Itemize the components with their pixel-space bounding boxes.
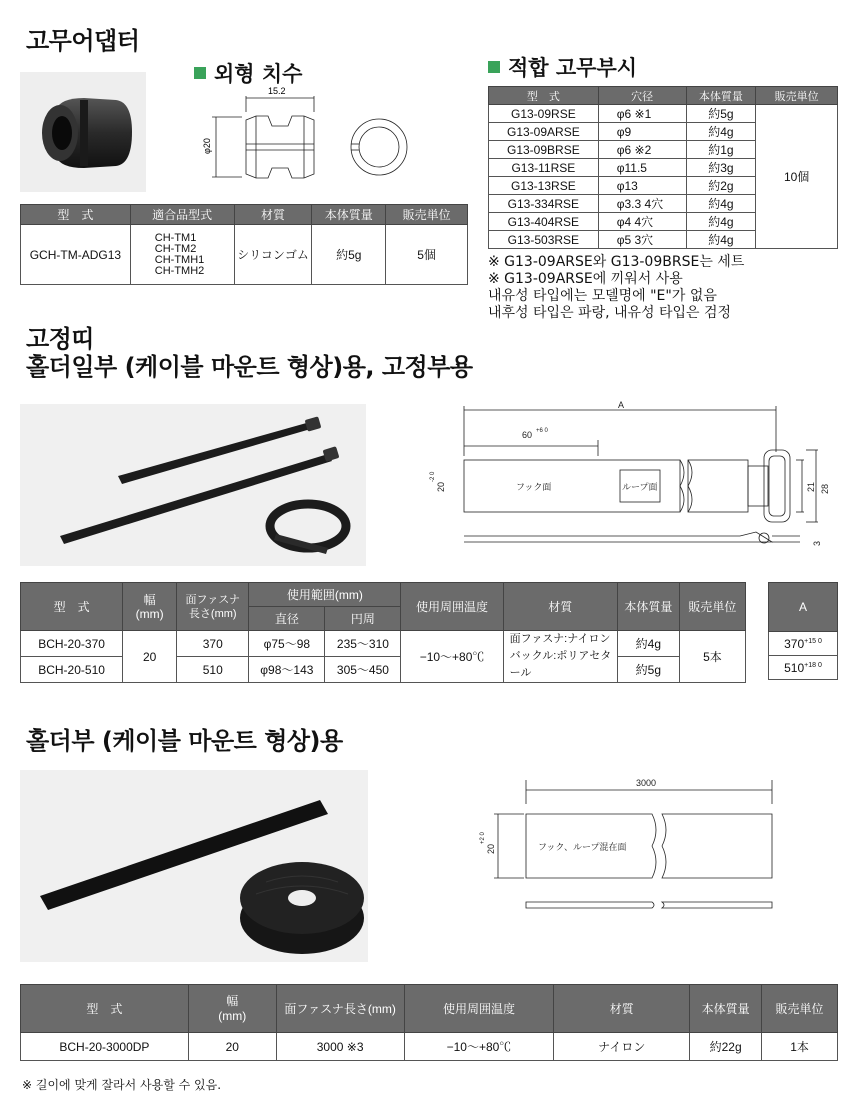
- th-temp: 使用周囲温度: [401, 583, 503, 631]
- th-width-unit: (mm): [218, 1008, 247, 1023]
- fit-hole: φ6 ※1: [598, 105, 686, 123]
- note-line: ※ G13-09ARSE에 끼워서 사용: [488, 271, 683, 287]
- th-range: 使用範囲(mm): [249, 583, 401, 607]
- material-line: バックル:ポリアセタール: [509, 650, 612, 679]
- dim-3000-label: 3000: [636, 778, 657, 788]
- note-line: 내유성 타입에는 모델명에 "E"가 없음: [488, 288, 717, 304]
- fit-hole: φ9: [598, 123, 686, 141]
- compat-item: CH-TMH2: [154, 264, 205, 277]
- cell-mass: 約5g: [312, 225, 386, 285]
- A-value: 510: [784, 660, 805, 675]
- bullet-square-icon: [488, 61, 500, 73]
- dim-3-label: 3: [812, 540, 822, 546]
- fit-mass: 約5g: [686, 105, 756, 123]
- hook-face-label: フック面: [516, 482, 552, 492]
- th-material: 材質: [503, 583, 617, 631]
- th-mass: 本体質量: [312, 205, 386, 225]
- dim-20-label: 20: [486, 843, 496, 854]
- th-model: 型 式: [489, 87, 599, 105]
- cell-temp: −10～+80℃: [404, 1033, 554, 1061]
- fit-hole: φ13: [598, 177, 686, 195]
- cell-diameter: φ75～98: [249, 631, 325, 657]
- compat-item: CH-TM2: [154, 242, 197, 255]
- fit-hole: φ4 4穴: [598, 213, 686, 231]
- th-circumference: 円周: [325, 607, 401, 631]
- band-title-1: 고정띠: [26, 325, 95, 353]
- cell-unit: 5個: [386, 225, 468, 285]
- band-dimension-drawing: [424, 396, 844, 560]
- fit-model: G13-404RSE: [489, 213, 599, 231]
- th-width-text: 幅: [143, 592, 156, 607]
- dim-60-label: 60: [522, 430, 533, 440]
- fit-mass: 約4g: [686, 123, 756, 141]
- mixed-face-label: フック、ループ混在面: [538, 842, 627, 852]
- compat-item: CH-TMH1: [154, 253, 205, 266]
- band-title-2: 홀더일부 (케이블 마운트 형상)용, 고정부용: [26, 352, 473, 381]
- holder-table: [20, 984, 838, 1061]
- cell-circumference: 235～310: [325, 631, 401, 657]
- th-material: 材質: [234, 205, 312, 225]
- th-fastener-text2: 長さ(mm): [188, 607, 237, 620]
- note-line: ※ G13-09ARSE와 G13-09BRSE는 세트: [488, 254, 745, 270]
- th-hole: 穴径: [598, 87, 686, 105]
- band-A-table: [768, 582, 838, 680]
- cell-unit: 1本: [762, 1033, 838, 1061]
- cell-material: ナイロン: [554, 1033, 690, 1061]
- bullet-square-icon: [194, 67, 206, 79]
- section-title-band: [26, 326, 473, 381]
- fit-model: G13-13RSE: [489, 177, 599, 195]
- cell-A: [769, 632, 838, 656]
- fit-unit: 10個: [756, 105, 838, 249]
- fit-hole: φ6 ※2: [598, 141, 686, 159]
- cell-compat: [130, 225, 234, 285]
- fit-bushing-table: [488, 86, 838, 249]
- fit-model: G13-09BRSE: [489, 141, 599, 159]
- th-mass: 本体質量: [617, 583, 679, 631]
- fit-mass: 約4g: [686, 231, 756, 249]
- compat-item: CH-TM1: [154, 231, 197, 244]
- dim-20-tol: +2 0: [480, 832, 486, 844]
- rubber-adapter-photo: [20, 72, 146, 192]
- fit-mass: 約3g: [686, 159, 756, 177]
- cell-diameter: φ98～143: [249, 657, 325, 683]
- cell-unit: 5本: [679, 631, 745, 683]
- th-model: 型 式: [21, 583, 123, 631]
- A-tolerance: +18 0: [804, 661, 822, 669]
- fit-model: G13-09RSE: [489, 105, 599, 123]
- th-fastener-length: [177, 583, 249, 631]
- fit-model: G13-334RSE: [489, 195, 599, 213]
- footnote: ※ 길이에 맞게 잘라서 사용할 수 있음.: [22, 1078, 222, 1092]
- section-title-holder: 홀더부 (케이블 마운트 형상)용: [26, 727, 343, 755]
- loop-face-label: ループ面: [622, 482, 658, 492]
- fit-hole: φ5 3穴: [598, 231, 686, 249]
- note-line: 내후성 타입은 파랑, 내유성 타입은 검정: [488, 305, 732, 321]
- cell-length: 3000 ※3: [276, 1033, 404, 1061]
- A-value: 370: [784, 636, 805, 651]
- th-width-unit: (mm): [135, 606, 164, 621]
- fit-model: G13-11RSE: [489, 159, 599, 177]
- cell-temp: −10～+80℃: [401, 631, 503, 683]
- th-unit: 販売単位: [386, 205, 468, 225]
- A-tolerance: +15 0: [804, 637, 822, 645]
- fit-title: [488, 52, 637, 82]
- cell-circumference: 305～450: [325, 657, 401, 683]
- cell-model: GCH-TM-ADG13: [21, 225, 131, 285]
- cell-length: 370: [177, 631, 249, 657]
- th-width-text: 幅: [226, 993, 239, 1008]
- dim-28-label: 28: [820, 483, 830, 494]
- dim-60-tol: +6 0: [536, 428, 548, 434]
- fit-hole: φ11.5: [598, 159, 686, 177]
- th-model: 型 式: [21, 205, 131, 225]
- fit-notes: [488, 254, 744, 322]
- band-photo: [20, 404, 366, 566]
- dim-20-label: 20: [436, 481, 446, 492]
- fit-hole: φ3.3 4穴: [598, 195, 686, 213]
- cell-material: シリコンゴム: [234, 225, 312, 285]
- cell-material: [503, 631, 617, 683]
- cell-length: 510: [177, 657, 249, 683]
- cell-mass: 約4g: [617, 631, 679, 657]
- dim-A-label: A: [618, 400, 625, 410]
- th-fastener-length: 面ファスナ長さ(mm): [276, 985, 404, 1033]
- cell-mass: 約22g: [690, 1033, 762, 1061]
- th-A: A: [769, 583, 838, 632]
- fit-model: G13-503RSE: [489, 231, 599, 249]
- th-mass: 本体質量: [686, 87, 756, 105]
- dims-title-text: 외형 치수: [214, 62, 303, 86]
- cell-mass: 約5g: [617, 657, 679, 683]
- fit-mass: 約4g: [686, 213, 756, 231]
- cell-A: [769, 656, 838, 680]
- th-width: [188, 985, 276, 1033]
- cell-model: BCH-20-3000DP: [21, 1033, 189, 1061]
- th-fastener-text: 面ファスナ: [185, 593, 241, 606]
- cell-width: 20: [123, 631, 177, 683]
- holder-dimension-drawing: [476, 774, 786, 918]
- fit-mass: 約4g: [686, 195, 756, 213]
- rubber-adapter-dimension-drawing: [196, 82, 426, 192]
- band-table: [20, 582, 746, 683]
- section-title-rubber-adapter: 고무어댑터: [26, 27, 140, 55]
- fit-mass: 約2g: [686, 177, 756, 195]
- th-temp: 使用周囲温度: [404, 985, 554, 1033]
- holder-band-photo: [20, 770, 368, 962]
- th-unit: 販売単位: [679, 583, 745, 631]
- dim-21-label: 21: [806, 481, 816, 492]
- th-diameter: 直径: [249, 607, 325, 631]
- dim-height-label: φ20: [202, 138, 212, 154]
- th-width: [123, 583, 177, 631]
- rubber-adapter-table: [20, 204, 468, 285]
- fit-mass: 約1g: [686, 141, 756, 159]
- th-unit: 販売単位: [762, 985, 838, 1033]
- th-mass: 本体質量: [690, 985, 762, 1033]
- cell-model: BCH-20-370: [21, 631, 123, 657]
- cell-width: 20: [188, 1033, 276, 1061]
- th-unit: 販売単位: [756, 87, 838, 105]
- cell-model: BCH-20-510: [21, 657, 123, 683]
- th-model: 型 式: [21, 985, 189, 1033]
- th-material: 材質: [554, 985, 690, 1033]
- dim-width-label: 15.2: [268, 86, 286, 96]
- fit-title-text: 적합 고무부시: [508, 56, 638, 80]
- dim-20-tol: -2 0: [430, 471, 436, 482]
- material-line: 面ファスナ:ナイロン: [509, 633, 611, 645]
- fit-model: G13-09ARSE: [489, 123, 599, 141]
- th-compat: 適合品型式: [130, 205, 234, 225]
